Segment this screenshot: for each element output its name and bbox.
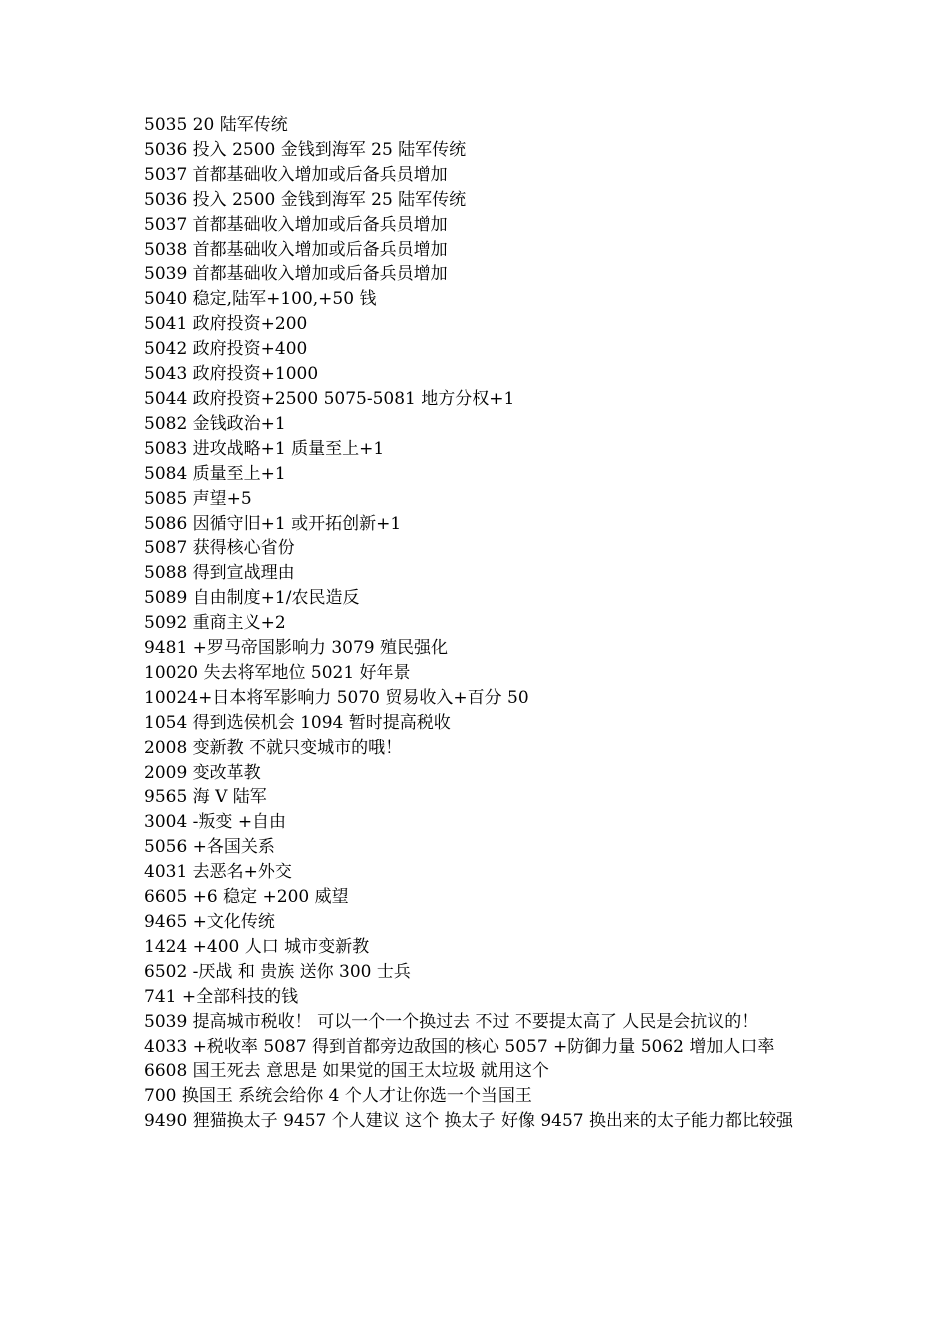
text-line: 9490 狸猫换太子 9457 个人建议 这个 换太子 好像 9457 换出来的太子能力都比较强 bbox=[144, 1111, 794, 1132]
text-line: 4033 +税收率 5087 得到首都旁边敌国的核心 5057 +防御力量 5062 增加人口率 bbox=[144, 1036, 775, 1057]
text-line: 5040 稳定,陆军+100,+50 钱 bbox=[144, 289, 377, 310]
text-line: 5087 获得核心省份 bbox=[144, 538, 295, 559]
text-line: 5083 进攻战略+1 质量至上+1 bbox=[144, 438, 385, 459]
text-line: 1424 +400 人口 城市变新教 bbox=[144, 936, 370, 957]
text-line: 6605 +6 稳定 +200 威望 bbox=[144, 887, 349, 908]
text-line: 5056 +各国关系 bbox=[144, 837, 275, 858]
text-line: 5085 声望+5 bbox=[144, 488, 252, 509]
text-line: 1054 得到选侯机会 1094 暂时提高税收 bbox=[144, 712, 451, 733]
text-line: 5038 首都基础收入增加或后备兵员增加 bbox=[144, 239, 448, 260]
text-line: 5036 投入 2500 金钱到海军 25 陆军传统 bbox=[144, 139, 467, 160]
text-line: 5039 首都基础收入增加或后备兵员增加 bbox=[144, 264, 448, 285]
text-line: 3004 -叛变 +自由 bbox=[144, 812, 287, 833]
text-line: 741 +全部科技的钱 bbox=[144, 986, 299, 1007]
text-line: 2009 变改革教 bbox=[144, 762, 261, 783]
text-line: 6608 国王死去 意思是 如果觉的国王太垃圾 就用这个 bbox=[144, 1061, 549, 1082]
text-line: 700 换国王 系统会给你 4 个人才让你选一个当国王 bbox=[144, 1086, 532, 1107]
text-line: 5086 因循守旧+1 或开拓创新+1 bbox=[144, 513, 402, 534]
text-line: 5041 政府投资+200 bbox=[144, 314, 308, 335]
text-line: 5042 政府投资+400 bbox=[144, 339, 308, 360]
text-line: 10024+日本将军影响力 5070 贸易收入+百分 50 bbox=[144, 687, 529, 708]
text-line: 6502 -厌战 和 贵族 送你 300 士兵 bbox=[144, 961, 411, 982]
text-line: 5037 首都基础收入增加或后备兵员增加 bbox=[144, 164, 448, 185]
text-line: 5084 质量至上+1 bbox=[144, 463, 286, 484]
text-line: 5088 得到宣战理由 bbox=[144, 563, 295, 584]
text-line: 5044 政府投资+2500 5075-5081 地方分权+1 bbox=[144, 388, 515, 409]
text-line: 9565 海 V 陆军 bbox=[144, 787, 267, 808]
text-line: 5082 金钱政治+1 bbox=[144, 413, 286, 434]
text-line: 5035 20 陆军传统 bbox=[144, 115, 288, 135]
text-line: 4031 去恶名+外交 bbox=[144, 862, 292, 883]
document-body bbox=[144, 113, 812, 1134]
text-line: 2008 变新教 不就只变城市的哦！ bbox=[144, 737, 403, 758]
text-line: 9465 +文化传统 bbox=[144, 912, 275, 932]
text-line: 5089 自由制度+1/农民造反 bbox=[144, 588, 360, 609]
text-line: 5043 政府投资+1000 bbox=[144, 364, 319, 385]
text-line: 10020 失去将军地位 5021 好年景 bbox=[144, 662, 411, 683]
text-line: 5092 重商主义+2 bbox=[144, 613, 286, 634]
text-line: 5039 提高城市税收！ 可以一个一个换过去 不过 不要提太高了 人民是会抗议的！ bbox=[144, 1011, 759, 1032]
text-line: 5036 投入 2500 金钱到海军 25 陆军传统 bbox=[144, 189, 467, 210]
text-line: 5037 首都基础收入增加或后备兵员增加 bbox=[144, 214, 448, 235]
text-line: 9481 +罗马帝国影响力 3079 殖民强化 bbox=[144, 638, 448, 659]
